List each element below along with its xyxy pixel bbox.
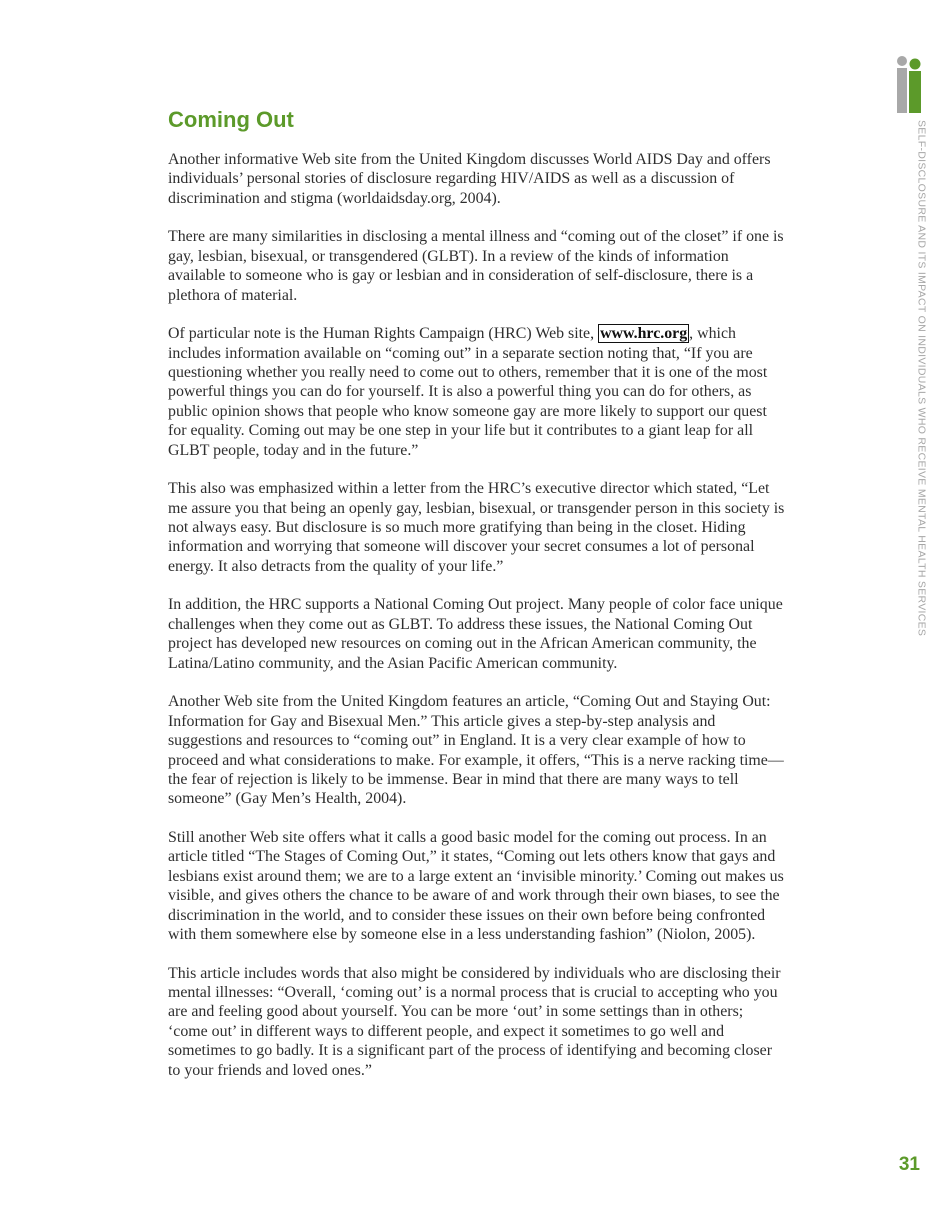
paragraph: This article includes words that also might be considered by individuals who are disclosing their mental illnesses: “Overall, ‘coming out’ is a normal process that is crucial to accepting who you are and feeling good about yourself. You can be more ‘out’ in some settings than in others; ‘come out’ in different ways to different people, and expect it sometimes to go well and sometimes to go badly. It is a significant part of the process of identifying and becoming closer to your friends and loved ones.” bbox=[168, 964, 781, 1079]
paragraph bbox=[168, 324, 786, 460]
running-header-vertical: SELF-DISCLOSURE AND ITS IMPACT ON INDIVIDUALS WHO RECEIVE MENTAL HEALTH SERVICES bbox=[915, 120, 928, 637]
page-number: 31 bbox=[898, 1154, 920, 1175]
people-logo-icon bbox=[894, 55, 924, 113]
paragraph: Another Web site from the United Kingdom features an article, “Coming Out and Staying Out: Information for Gay and Bisexual Men.” This article gives a step-by-step analysis and suggestions and resources to “coming out” in England. It is a very clear example of how to proceed and what considerations to make. For example, it offers, “This is a nerve racking time—the fear of rejection is likely to be immense. Bear in mind that there are many ways to tell someone” (Gay Men’s Health, 2004). bbox=[168, 693, 784, 808]
paragraph: This also was emphasized within a letter from the HRC’s executive director which stated, “Let me assure you that being an openly gay, lesbian, bisexual, or transgender person in this society is not always easy. But disclosure is so much more gratifying than being in the closet. Hiding information and worrying that someone will discover your secret consumes a lot of personal energy. It also detracts from the quality of your life.” bbox=[168, 480, 785, 575]
hrc-link[interactable]: www.hrc.org bbox=[600, 325, 688, 343]
paragraph: There are many similarities in disclosing a mental illness and “coming out of the closet” if one is gay, lesbian, bisexual, or transgendered (GLBT). In a review of the kinds of information available to someone who is gay or lesbian and in consideration of self-disclosure, there is a plethora of material. bbox=[168, 228, 784, 304]
section-heading: Coming Out bbox=[168, 107, 294, 132]
paragraph: Another informative Web site from the United Kingdom discusses World AIDS Day and offers individuals’ personal stories of disclosure regarding HIV/AIDS as well as a discussion of discrimination and stigma (worldaidsday.org, 2004). bbox=[168, 151, 771, 207]
paragraph: Still another Web site offers what it calls a good basic model for the coming out process. In an article titled “The Stages of Coming Out,” it states, “Coming out lets others know that gays and lesbians exist around them; we are to a large extent an ‘invisible minority.’ Coming out makes us visible, and gives others the chance to be aware of and work through their own biases, to see the discrimination in the world, and to consider these issues on their own before being confronted with them somewhere else by someone else in a less understanding fashion” (Niolon, 2005). bbox=[168, 828, 784, 943]
paragraph: In addition, the HRC supports a National Coming Out project. Many people of color face unique challenges when they come out as GLBT. To address these issues, the National Coming Out project has developed new resources on coming out in the African American community, the Latina/Latino community, and the Asian Pacific American community. bbox=[168, 596, 783, 672]
paragraph-text: , which includes information available on “coming out” in a separate section noting that, “If you are questioning whether you really need to come out to others, remember that it is one of the most powerful things you can do for yourself. It is also a powerful thing you can do for others, as public opinion shows that people who know someone gay are more likely to support our quest for equality. Coming out may be one step in your life but it contributes to a giant leap for all GLBT people, today and in the future.” bbox=[168, 325, 768, 459]
article-body bbox=[168, 150, 786, 1099]
paragraph-text: Of particular note is the Human Rights Campaign (HRC) Web site, bbox=[168, 325, 599, 343]
